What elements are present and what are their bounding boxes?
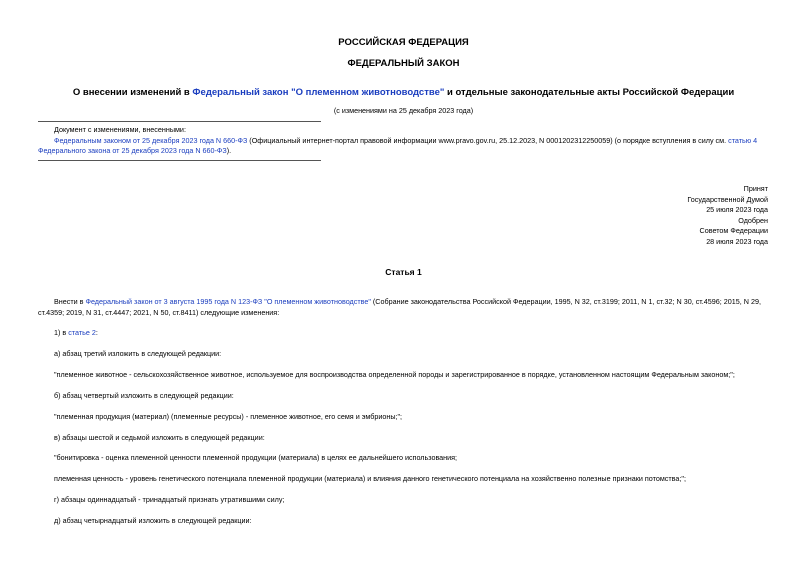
quote-b: "племенная продукция (материал) (племенные ресурсы) - племенное животное, его семя и эмбрионы;";: [54, 412, 403, 421]
law-123-fz-link[interactable]: Федеральный закон от 3 августа 1995 года N 123-ФЗ "О племенном животноводстве": [85, 297, 371, 306]
law-type-heading: ФЕДЕРАЛЬНЫЙ ЗАКОН: [347, 58, 460, 69]
amending-law-link-2[interactable]: Федерального закона от 25 декабря 2023 года N 660-ФЗ: [38, 146, 227, 155]
approved-by: Советом Федерации: [699, 226, 768, 235]
quote-v-2: племенная ценность - уровень генетического потенциала племенной продукции (материала) и влияния данного генетического потенциала на хозяйственно полезные признаки потомства;";: [54, 474, 686, 483]
document-title: [0, 87, 807, 98]
item-1: [54, 328, 98, 337]
changes-line-2: [38, 146, 231, 156]
adopted-label: Принят: [743, 184, 768, 193]
item-1-suffix: :: [95, 328, 98, 337]
edition-note: (с изменениями на 25 декабря 2023 года): [333, 106, 474, 115]
subitem-a: а) абзац третий изложить в следующей редакции:: [54, 349, 222, 358]
subitem-d: д) абзац четырнадцатый изложить в следующей редакции:: [54, 516, 252, 525]
changes-text-1: (Официальный интернет-портал правовой информации www.pravo.gov.ru, 25.12.2023, N 0001202312250059) (о порядке вступления в силу см.: [247, 136, 729, 145]
adopted-date: 25 июля 2023 года: [706, 205, 768, 214]
approved-label: Одобрен: [738, 216, 768, 225]
approved-date: 28 июля 2023 года: [706, 237, 768, 246]
amending-law-link[interactable]: Федеральным законом от 25 декабря 2023 года N 660-ФЗ: [54, 136, 248, 145]
title-prefix: О внесении изменений в: [72, 87, 193, 98]
intro-prefix: Внести в: [54, 297, 86, 306]
changes-heading: Документ с изменениями, внесенными:: [54, 125, 186, 134]
article-4-link[interactable]: статью 4: [728, 136, 758, 145]
quote-a: "племенное животное - сельскохозяйственное животное, используемое для воспроизводства определенной породы и зарегистрированное в порядке, установленном настоящим Федеральным законом;";: [54, 370, 735, 379]
changes-line-1: [54, 136, 757, 146]
subitem-g: г) абзацы одиннадцатый - тринадцатый признать утратившими силу;: [54, 495, 285, 504]
item-1-prefix: 1) в: [54, 328, 69, 337]
quote-v-1: "бонитировка - оценка племенной ценности племенной продукции (материала) в целях ее дальнейшего использования;: [54, 453, 458, 462]
subitem-b: б) абзац четвертый изложить в следующей редакции:: [54, 391, 234, 400]
article-2-link[interactable]: статье 2: [68, 328, 96, 337]
intro-text: (Собрание законодательства Российской Федерации, 1995, N 32, ст.3199; 2011, N 1, ст.32; N 30, ст.4596; 2015, N 29,: [370, 297, 761, 306]
changes-text-2: ).: [226, 146, 232, 155]
subitem-v: в) абзацы шестой и седьмой изложить в следующей редакции:: [54, 433, 265, 442]
adopted-by: Государственной Думой: [687, 195, 768, 204]
article-intro-line-2: ст.4359; 2019, N 31, ст.4447; 2021, N 50, ст.8411) следующие изменения:: [38, 308, 280, 317]
title-suffix: и отдельные законодательные акты Российской Федерации: [444, 87, 735, 98]
country-heading: РОССИЙСКАЯ ФЕДЕРАЦИЯ: [338, 37, 469, 48]
note-bottom-divider: [38, 160, 321, 161]
article-heading: Статья 1: [385, 267, 422, 277]
title-law-link[interactable]: Федеральный закон "О племенном животноводстве": [192, 87, 445, 98]
note-top-divider: [38, 121, 321, 122]
article-intro-line-1: [54, 297, 761, 306]
